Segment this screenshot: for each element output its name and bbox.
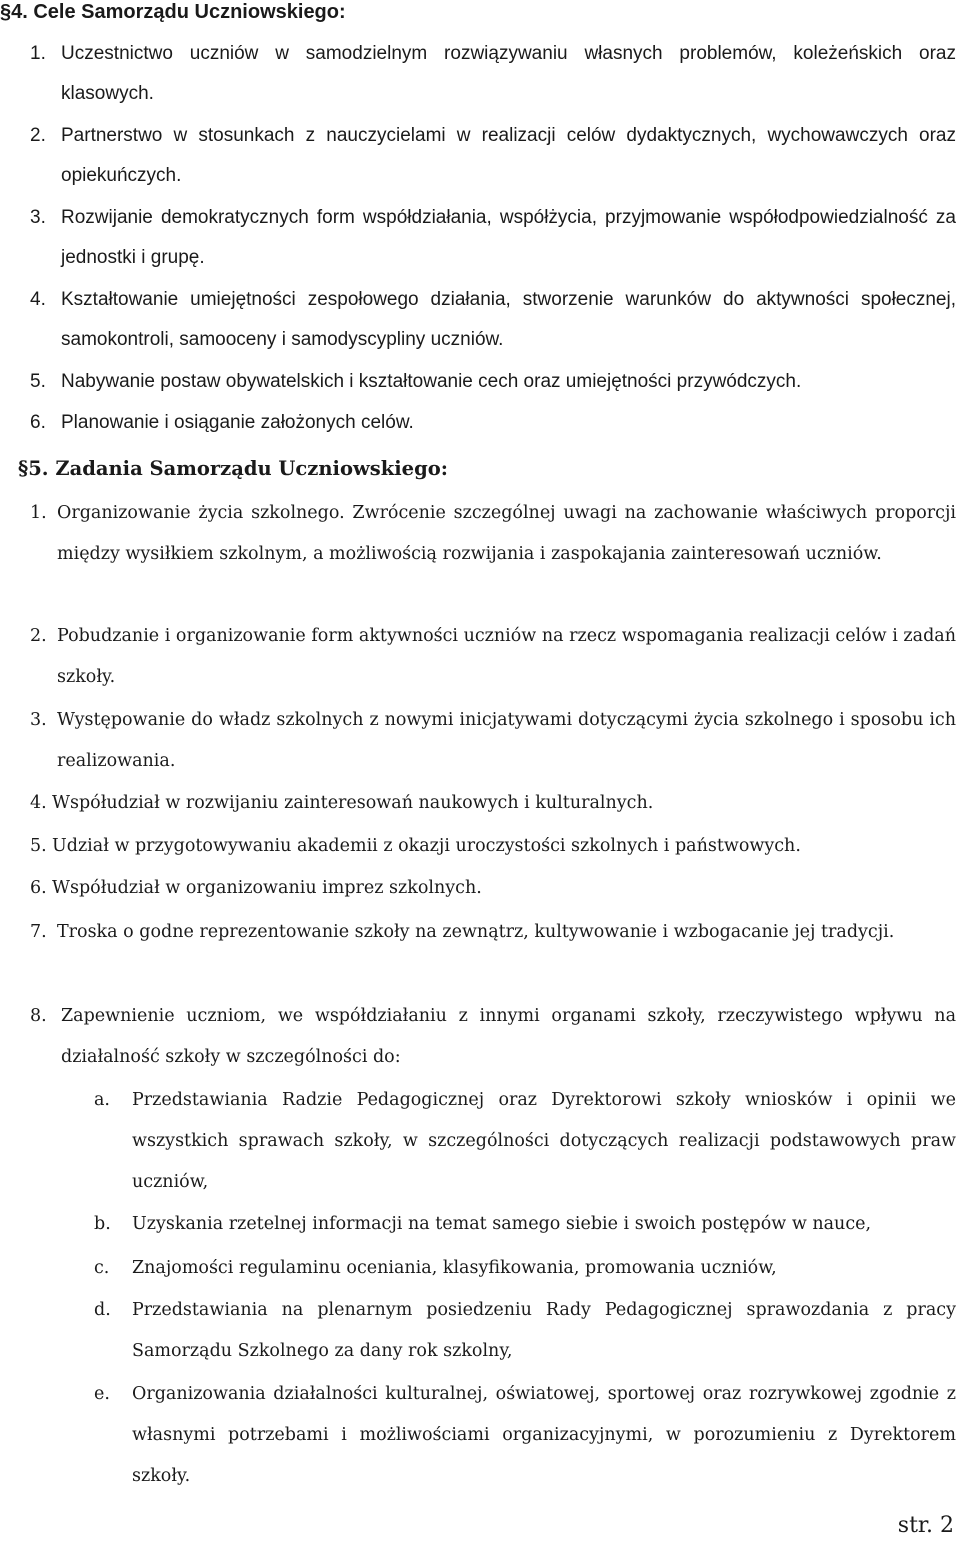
- list-item: [30, 116, 956, 198]
- list-item: [30, 493, 956, 616]
- list-item-letter: a.: [94, 1090, 110, 1110]
- list-item: [94, 1290, 956, 1374]
- list-item-number: 5.: [30, 836, 47, 856]
- list-item-text: Rozwijanie demokratycznych form współdziałania, współżycia, przyjmowanie współodpowiedzialność za jednostki i grupę.: [61, 207, 956, 268]
- list-item-text: Udział w przygotowywaniu akademii z okazji uroczystości szkolnych i państwowych.: [52, 836, 801, 856]
- list-item-number: 1.: [30, 503, 47, 523]
- list-item-number: 6.: [30, 878, 47, 898]
- list-item-text: Współudział w organizowaniu imprez szkolnych.: [52, 878, 482, 898]
- list-item-number: 5.: [30, 371, 46, 392]
- list-item: [30, 996, 956, 1078]
- list-item-text: Organizowania działalności kulturalnej, oświatowej, sportowej oraz rozrywkowej zgodnie z własnymi potrzebami i możliwościami organizacyjnymi, w porozumieniu z Dyrektorem szkoły.: [132, 1384, 956, 1486]
- list-item-number: 2.: [30, 125, 46, 146]
- list-item: [30, 700, 956, 784]
- list-item-letter: d.: [94, 1300, 111, 1320]
- list-item-text: Organizowanie życia szkolnego. Zwrócenie szczególnej uwagi na zachowanie właściwych proporcji między wysiłkiem szkolnym, a możliwością rozwijania i zaspokajania zainteresowań uczniów.: [57, 503, 956, 564]
- list-item: [94, 1248, 956, 1289]
- list-item-text: Przedstawiania na plenarnym posiedzeniu Rady Pedagogicznej sprawozdania z pracy Samorządu Szkolnego za dany rok szkolny,: [132, 1300, 956, 1361]
- list-item-text: Uczestnictwo uczniów w samodzielnym rozwiązywaniu własnych problemów, koleżeńskich oraz klasowych.: [61, 43, 956, 104]
- list-item: [30, 783, 956, 824]
- list-item-number: 6.: [30, 412, 46, 433]
- section-5-heading: §5. Zadania Samorządu Uczniowskiego:: [18, 457, 448, 480]
- list-item: [30, 34, 956, 116]
- list-item: [94, 1080, 956, 1204]
- list-item-number: 7.: [30, 922, 47, 942]
- list-item: [94, 1204, 956, 1245]
- list-item-letter: b.: [94, 1214, 111, 1234]
- list-item-number: 3.: [30, 710, 47, 730]
- page-number: str. 2: [897, 1513, 954, 1538]
- list-item-text: Występowanie do władz szkolnych z nowymi inicjatywami dotyczącymi życia szkolnego i sposobu ich realizowania.: [57, 710, 956, 771]
- list-item: [30, 616, 956, 700]
- list-item-number: 1.: [30, 43, 46, 64]
- list-item: [30, 826, 956, 867]
- list-item: [30, 912, 956, 994]
- list-item-letter: c.: [94, 1258, 110, 1278]
- list-item-text: Troska o godne reprezentowanie szkoły na zewnątrz, kultywowanie i wzbogacanie jej tradycji.: [57, 922, 895, 942]
- list-item: [94, 1374, 956, 1498]
- list-item-number: 4.: [30, 289, 46, 310]
- list-item-number: 8.: [30, 1006, 47, 1026]
- section-4-heading: §4. Cele Samorządu Uczniowskiego:: [0, 1, 346, 23]
- list-item-text: Współudział w rozwijaniu zainteresowań naukowych i kulturalnych.: [52, 793, 654, 813]
- list-item: [30, 280, 956, 362]
- list-item-text: Zapewnienie uczniom, we współdziałaniu z innymi organami szkoły, rzeczywistego wpływu na działalność szkoły w szczególności do:: [61, 1006, 956, 1067]
- list-item: [30, 403, 956, 443]
- list-item-text: Kształtowanie umiejętności zespołowego działania, stworzenie warunków do aktywności społecznej, samokontroli, samooceny i samodyscypliny uczniów.: [61, 289, 956, 350]
- list-item-text: Pobudzanie i organizowanie form aktywności uczniów na rzecz wspomagania realizacji celów i zadań szkoły.: [57, 626, 956, 687]
- list-item-text: Planowanie i osiąganie założonych celów.: [61, 412, 414, 433]
- list-item: [30, 362, 956, 402]
- list-item-number: 4.: [30, 793, 47, 813]
- list-item-text: Znajomości regulaminu oceniania, klasyfikowania, promowania uczniów,: [132, 1258, 777, 1278]
- list-item-text: Przedstawiania Radzie Pedagogicznej oraz Dyrektorowi szkoły wniosków i opinii we wszystkich sprawach szkoły, w szczególności dotyczących realizacji podstawowych praw uczniów,: [132, 1090, 956, 1192]
- list-item: [30, 198, 956, 280]
- list-item-letter: e.: [94, 1384, 110, 1404]
- list-item-number: 2.: [30, 626, 47, 646]
- list-item-text: Uzyskania rzetelnej informacji na temat samego siebie i swoich postępów w nauce,: [132, 1214, 872, 1234]
- list-item-text: Nabywanie postaw obywatelskich i kształtowanie cech oraz umiejętności przywódczych.: [61, 371, 802, 392]
- list-item: [30, 868, 956, 909]
- list-item-text: Partnerstwo w stosunkach z nauczycielami w realizacji celów dydaktycznych, wychowawczych oraz opiekuńczych.: [61, 125, 956, 186]
- list-item-number: 3.: [30, 207, 46, 228]
